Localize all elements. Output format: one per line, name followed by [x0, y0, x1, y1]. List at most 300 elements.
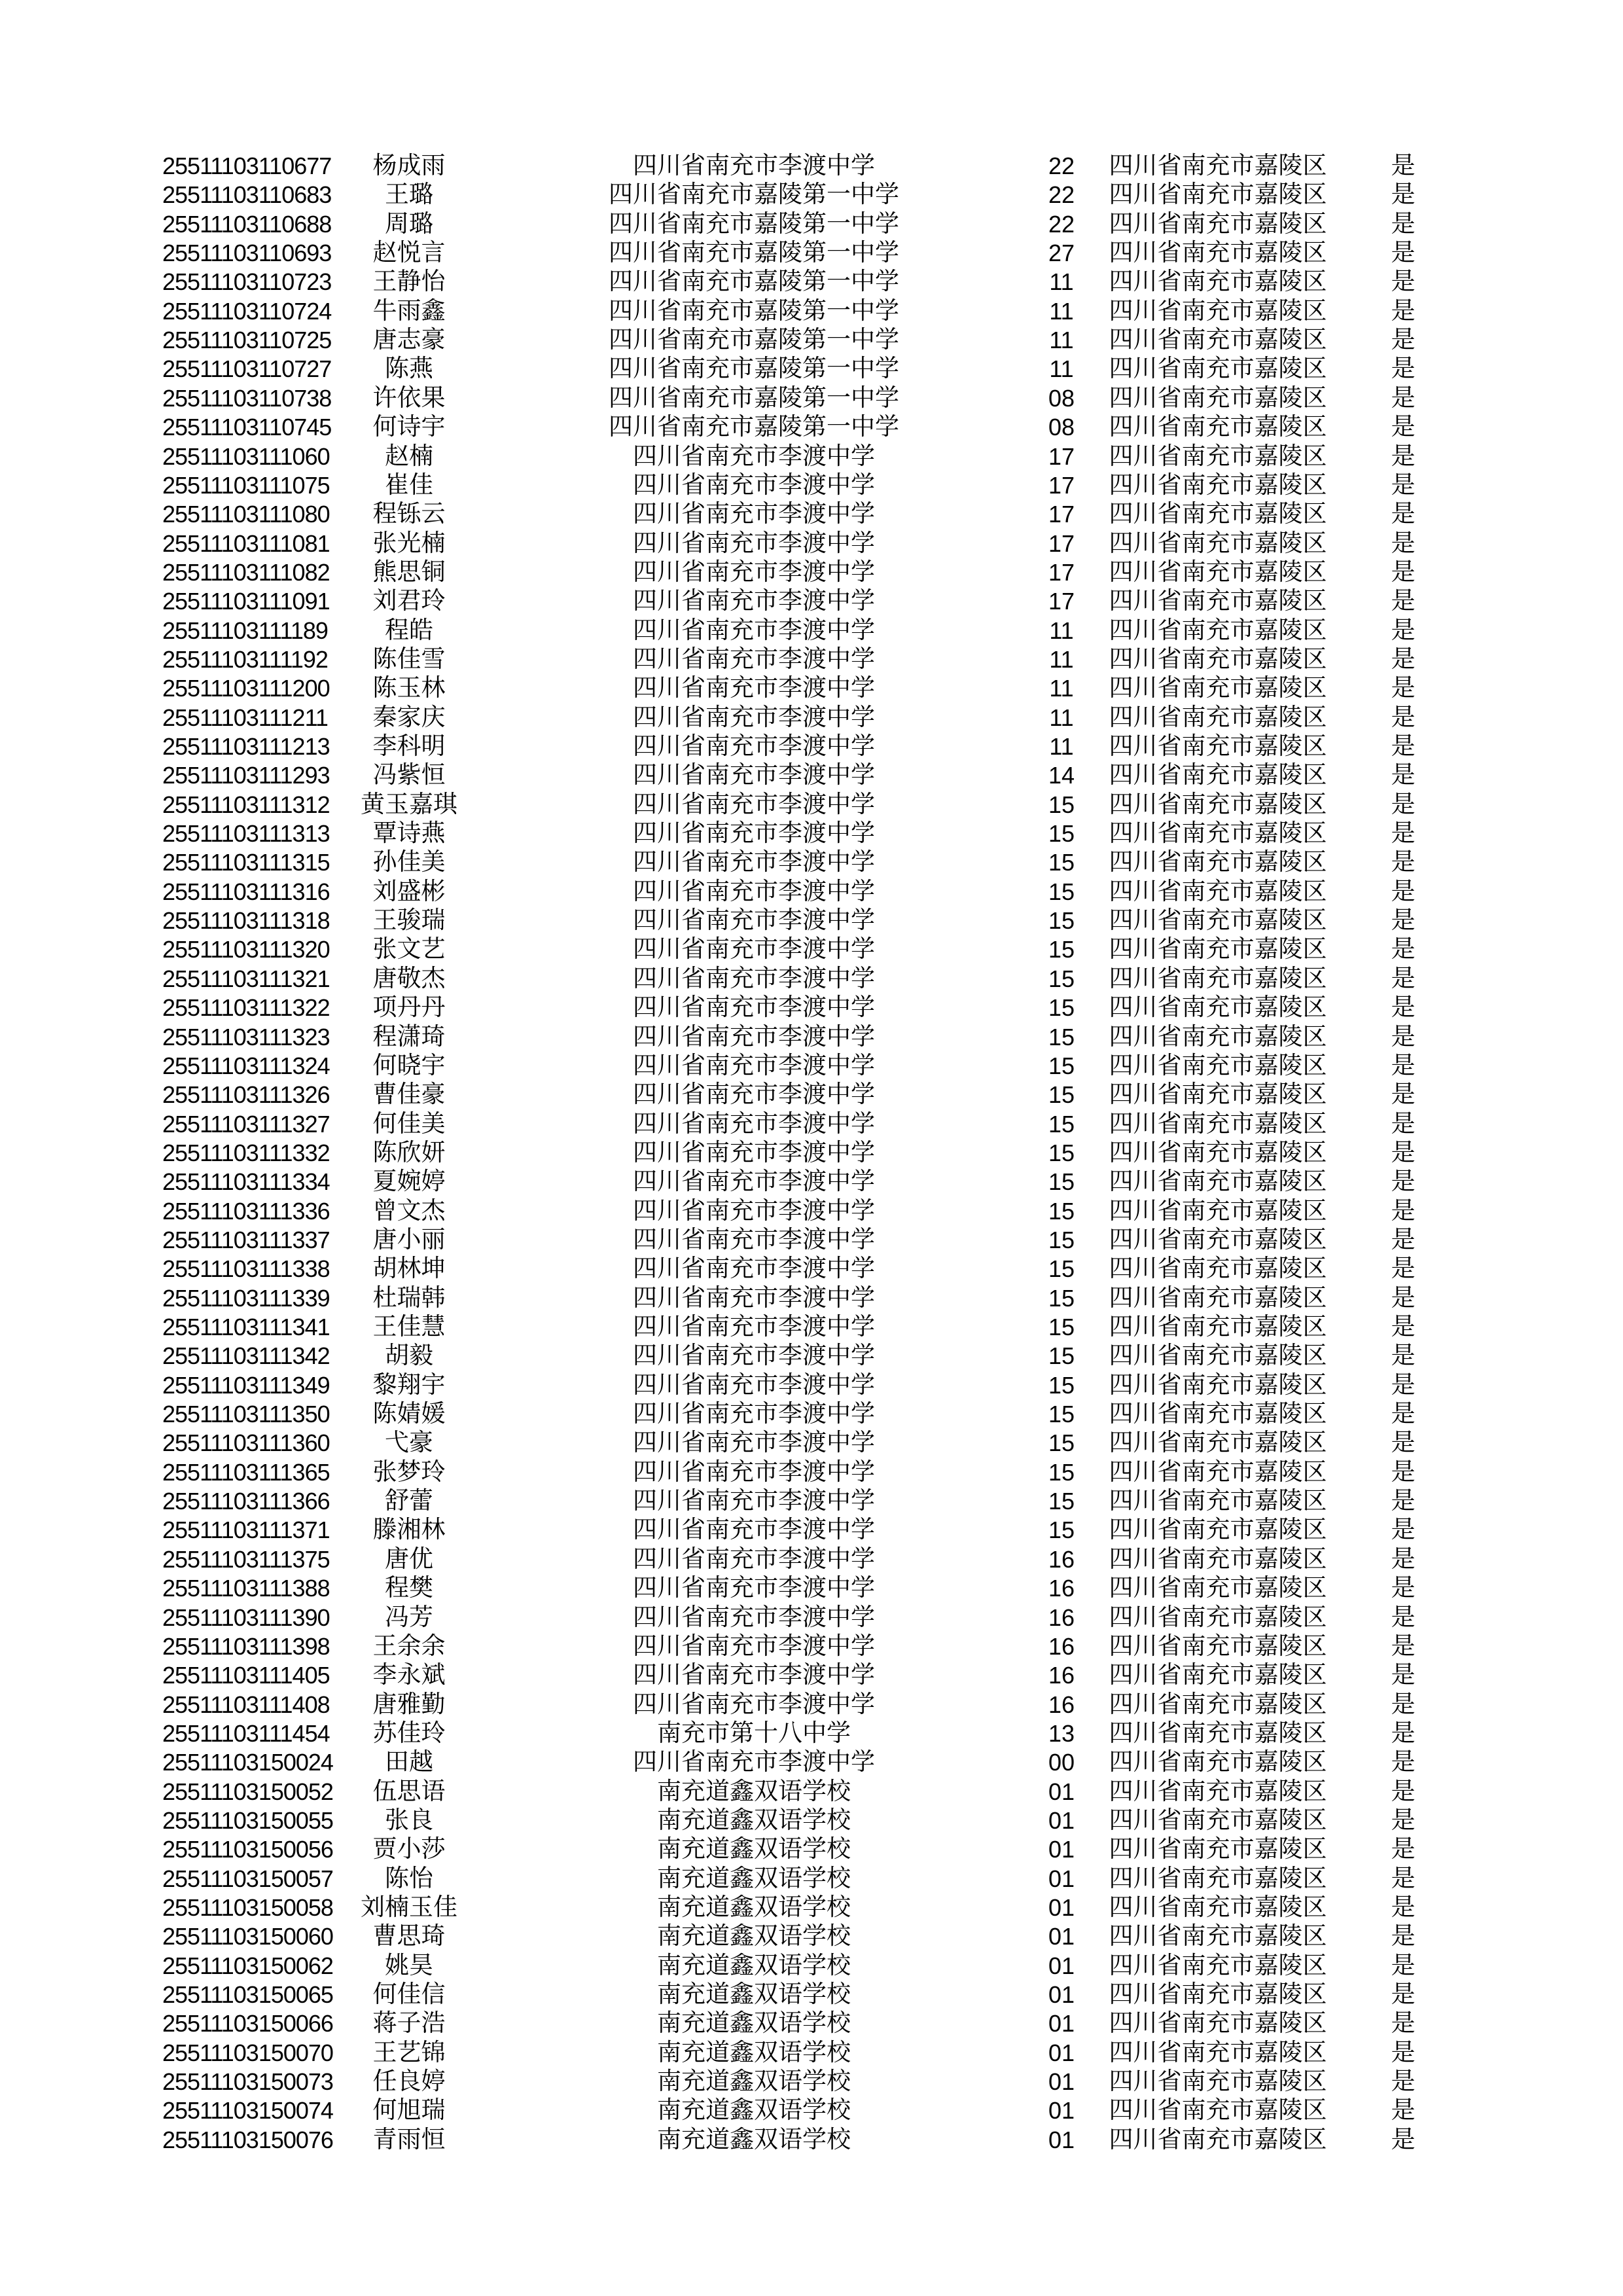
exam-id-cell: 25511103111323: [162, 1023, 330, 1050]
district-cell: 四川省南充市嘉陵区: [1109, 1981, 1327, 2009]
name-cell: 伍思语: [372, 1778, 446, 1805]
name-cell: 陈婧媛: [372, 1401, 446, 1428]
school-cell: 南充道鑫双语学校: [657, 2097, 851, 2125]
name-cell: 孙佳美: [372, 849, 446, 876]
exam-id-cell: 25511103111349: [162, 1371, 330, 1399]
name-cell: 王璐: [385, 181, 433, 209]
school-cell: 四川省南充市李渡中学: [633, 1226, 875, 1253]
exam-id-cell: 25511103111320: [162, 936, 330, 963]
confirmed-cell: 是: [1391, 501, 1416, 528]
exam-id-cell: 25511103150060: [162, 1923, 333, 1950]
table-row: [0, 935, 1623, 964]
exam-id-cell: 25511103111398: [162, 1632, 330, 1660]
class-no-cell: 15: [1048, 1052, 1075, 1079]
exam-id-cell: 25511103111337: [162, 1226, 330, 1253]
district-cell: 四川省南充市嘉陵区: [1109, 1575, 1327, 1602]
table-row: [0, 1312, 1623, 1342]
district-cell: 四川省南充市嘉陵区: [1109, 1168, 1327, 1196]
table-row: [0, 1486, 1623, 1516]
table-row: [0, 529, 1623, 558]
exam-id-cell: 25511103111405: [162, 1662, 330, 1689]
confirmed-cell: 是: [1391, 1806, 1416, 1834]
name-cell: 唐雅勤: [372, 1691, 446, 1718]
district-cell: 四川省南充市嘉陵区: [1109, 181, 1327, 209]
district-cell: 四川省南充市嘉陵区: [1109, 152, 1327, 179]
exam-id-cell: 25511103111390: [162, 1604, 330, 1631]
class-no-cell: 16: [1048, 1545, 1075, 1573]
exam-id-cell: 25511103110738: [162, 384, 332, 412]
name-cell: 胡毅: [385, 1342, 433, 1370]
school-cell: 四川省南充市李渡中学: [633, 1168, 875, 1196]
class-no-cell: 15: [1048, 1110, 1075, 1138]
school-cell: 四川省南充市李渡中学: [633, 1052, 875, 1079]
table-row: [0, 673, 1623, 703]
confirmed-cell: 是: [1391, 210, 1416, 238]
class-no-cell: 15: [1048, 965, 1075, 992]
district-cell: 四川省南充市嘉陵区: [1109, 558, 1327, 586]
confirmed-cell: 是: [1391, 558, 1416, 586]
class-no-cell: 01: [1048, 1894, 1075, 1921]
table-row: [0, 848, 1623, 877]
school-cell: 四川省南充市李渡中学: [633, 965, 875, 992]
table-row: [0, 1922, 1623, 1951]
school-cell: 南充道鑫双语学校: [657, 2068, 851, 2096]
confirmed-cell: 是: [1391, 442, 1416, 470]
class-no-cell: 01: [1048, 2126, 1075, 2153]
name-cell: 王骏瑞: [372, 907, 446, 935]
school-cell: 四川省南充市李渡中学: [633, 733, 875, 760]
school-cell: 四川省南充市李渡中学: [633, 1401, 875, 1428]
table-row: [0, 2038, 1623, 2068]
district-cell: 四川省南充市嘉陵区: [1109, 1923, 1327, 1950]
name-cell: 王静怡: [372, 268, 446, 296]
class-no-cell: 15: [1048, 1081, 1075, 1109]
name-cell: 李永斌: [372, 1662, 446, 1689]
district-cell: 四川省南充市嘉陵区: [1109, 1632, 1327, 1660]
table-row: [0, 732, 1623, 761]
exam-id-cell: 25511103150056: [162, 1836, 333, 1863]
district-cell: 四川省南充市嘉陵区: [1109, 1081, 1327, 1109]
district-cell: 四川省南充市嘉陵区: [1109, 2097, 1327, 2125]
table-row: [0, 180, 1623, 209]
exam-id-cell: 25511103111336: [162, 1197, 330, 1225]
exam-id-cell: 25511103111213: [162, 733, 330, 760]
table-row: [0, 1777, 1623, 1806]
confirmed-cell: 是: [1391, 1865, 1416, 1892]
school-cell: 四川省南充市嘉陵第一中学: [609, 297, 899, 325]
name-cell: 何旭瑞: [372, 2097, 446, 2125]
exam-id-cell: 25511103111366: [162, 1488, 330, 1515]
district-cell: 四川省南充市嘉陵区: [1109, 1836, 1327, 1863]
district-cell: 四川省南充市嘉陵区: [1109, 1139, 1327, 1166]
name-cell: 曾文杰: [372, 1197, 446, 1225]
class-no-cell: 15: [1048, 1458, 1075, 1486]
name-cell: 程潇琦: [372, 1023, 446, 1050]
school-cell: 四川省南充市李渡中学: [633, 1110, 875, 1138]
class-no-cell: 11: [1049, 268, 1074, 296]
class-no-cell: 17: [1048, 529, 1075, 557]
school-cell: 南充道鑫双语学校: [657, 1806, 851, 1834]
school-cell: 四川省南充市李渡中学: [633, 849, 875, 876]
name-cell: 青雨恒: [372, 2126, 446, 2153]
school-cell: 四川省南充市李渡中学: [633, 1632, 875, 1660]
table-row: [0, 1371, 1623, 1400]
confirmed-cell: 是: [1391, 1923, 1416, 1950]
district-cell: 四川省南充市嘉陵区: [1109, 442, 1327, 470]
exam-id-cell: 25511103111318: [162, 907, 330, 935]
school-cell: 四川省南充市李渡中学: [633, 1139, 875, 1166]
school-cell: 四川省南充市李渡中学: [633, 1575, 875, 1602]
district-cell: 四川省南充市嘉陵区: [1109, 1023, 1327, 1050]
confirmed-cell: 是: [1391, 414, 1416, 441]
exam-id-cell: 25511103111360: [162, 1429, 330, 1457]
name-cell: 苏佳玲: [372, 1719, 446, 1747]
district-cell: 四川省南充市嘉陵区: [1109, 1604, 1327, 1631]
name-cell: 王余余: [372, 1632, 446, 1660]
confirmed-cell: 是: [1391, 1081, 1416, 1109]
school-cell: 南充道鑫双语学校: [657, 2010, 851, 2037]
class-no-cell: 11: [1049, 617, 1074, 644]
exam-id-cell: 25511103110724: [162, 297, 332, 325]
exam-id-cell: 25511103111321: [162, 965, 330, 992]
table-row: [0, 296, 1623, 326]
table-row: [0, 906, 1623, 935]
district-cell: 四川省南充市嘉陵区: [1109, 1952, 1327, 1979]
table-row: [0, 151, 1623, 181]
table-row: [0, 586, 1623, 616]
confirmed-cell: 是: [1391, 1894, 1416, 1921]
exam-id-cell: 25511103150062: [162, 1952, 333, 1979]
name-cell: 杨成雨: [372, 152, 446, 179]
district-cell: 四川省南充市嘉陵区: [1109, 617, 1327, 644]
exam-id-cell: 25511103110683: [162, 181, 332, 209]
school-cell: 四川省南充市嘉陵第一中学: [609, 414, 899, 441]
class-no-cell: 17: [1048, 442, 1075, 470]
class-no-cell: 15: [1048, 878, 1075, 905]
district-cell: 四川省南充市嘉陵区: [1109, 936, 1327, 963]
exam-id-cell: 25511103150065: [162, 1981, 333, 2009]
table-row: [0, 1080, 1623, 1109]
exam-id-cell: 25511103111293: [162, 762, 330, 789]
table-row: [0, 1806, 1623, 1835]
table-row: [0, 209, 1623, 239]
class-no-cell: 15: [1048, 907, 1075, 935]
confirmed-cell: 是: [1391, 1458, 1416, 1486]
exam-id-cell: 25511103150055: [162, 1806, 333, 1834]
name-cell: 滕湘林: [372, 1516, 446, 1544]
table-row: [0, 2125, 1623, 2155]
exam-id-cell: 25511103111312: [162, 791, 330, 818]
exam-id-cell: 25511103111192: [162, 645, 328, 673]
confirmed-cell: 是: [1391, 1168, 1416, 1196]
exam-id-cell: 25511103111339: [162, 1284, 330, 1312]
school-cell: 四川省南充市李渡中学: [633, 1604, 875, 1631]
name-cell: 许依果: [372, 384, 446, 412]
confirmed-cell: 是: [1391, 1981, 1416, 2009]
confirmed-cell: 是: [1391, 1545, 1416, 1573]
exam-id-cell: 25511103110725: [162, 327, 332, 354]
class-no-cell: 15: [1048, 936, 1075, 963]
name-cell: 胡林坤: [372, 1255, 446, 1283]
class-no-cell: 11: [1049, 675, 1074, 702]
confirmed-cell: 是: [1391, 820, 1416, 848]
name-cell: 何佳美: [372, 1110, 446, 1138]
district-cell: 四川省南充市嘉陵区: [1109, 645, 1327, 673]
exam-id-cell: 25511103150052: [162, 1778, 333, 1805]
name-cell: 张文艺: [372, 936, 446, 963]
district-cell: 四川省南充市嘉陵区: [1109, 704, 1327, 731]
school-cell: 四川省南充市李渡中学: [633, 820, 875, 848]
school-cell: 四川省南充市嘉陵第一中学: [609, 384, 899, 412]
district-cell: 四川省南充市嘉陵区: [1109, 210, 1327, 238]
district-cell: 四川省南充市嘉陵区: [1109, 297, 1327, 325]
confirmed-cell: 是: [1391, 1575, 1416, 1602]
confirmed-cell: 是: [1391, 1691, 1416, 1718]
district-cell: 四川省南充市嘉陵区: [1109, 2126, 1327, 2153]
district-cell: 四川省南充市嘉陵区: [1109, 1255, 1327, 1283]
class-no-cell: 16: [1048, 1662, 1075, 1689]
school-cell: 四川省南充市李渡中学: [633, 762, 875, 789]
exam-id-cell: 25511103111315: [162, 849, 330, 876]
name-cell: 唐小丽: [372, 1226, 446, 1253]
class-no-cell: 16: [1048, 1575, 1075, 1602]
name-cell: 唐志豪: [372, 327, 446, 354]
name-cell: 唐优: [385, 1545, 433, 1573]
table-row: [0, 238, 1623, 268]
table-row: [0, 1951, 1623, 1981]
district-cell: 四川省南充市嘉陵区: [1109, 1894, 1327, 1921]
school-cell: 四川省南充市嘉陵第一中学: [609, 210, 899, 238]
confirmed-cell: 是: [1391, 588, 1416, 615]
class-no-cell: 11: [1049, 297, 1074, 325]
school-cell: 四川省南充市李渡中学: [633, 1545, 875, 1573]
table-row: [0, 267, 1623, 296]
class-no-cell: 01: [1048, 2039, 1075, 2066]
class-no-cell: 15: [1048, 1488, 1075, 1515]
confirmed-cell: 是: [1391, 1342, 1416, 1370]
district-cell: 四川省南充市嘉陵区: [1109, 1719, 1327, 1747]
school-cell: 四川省南充市嘉陵第一中学: [609, 327, 899, 354]
table-row: [0, 1835, 1623, 1864]
school-cell: 南充道鑫双语学校: [657, 1865, 851, 1892]
district-cell: 四川省南充市嘉陵区: [1109, 1401, 1327, 1428]
class-no-cell: 15: [1048, 1139, 1075, 1166]
table-row: [0, 993, 1623, 1022]
confirmed-cell: 是: [1391, 1255, 1416, 1283]
district-cell: 四川省南充市嘉陵区: [1109, 501, 1327, 528]
class-no-cell: 15: [1048, 1226, 1075, 1253]
confirmed-cell: 是: [1391, 1749, 1416, 1776]
school-cell: 四川省南充市李渡中学: [633, 1429, 875, 1457]
school-cell: 四川省南充市李渡中学: [633, 1342, 875, 1370]
name-cell: 田越: [385, 1749, 433, 1776]
confirmed-cell: 是: [1391, 1139, 1416, 1166]
school-cell: 四川省南充市李渡中学: [633, 1371, 875, 1399]
school-cell: 四川省南充市李渡中学: [633, 588, 875, 615]
name-cell: 牛雨鑫: [372, 297, 446, 325]
school-cell: 四川省南充市李渡中学: [633, 501, 875, 528]
school-cell: 四川省南充市李渡中学: [633, 1255, 875, 1283]
exam-id-cell: 25511103111342: [162, 1342, 330, 1370]
school-cell: 四川省南充市李渡中学: [633, 675, 875, 702]
exam-id-cell: 25511103111080: [162, 501, 330, 528]
class-no-cell: 01: [1048, 1952, 1075, 1979]
school-cell: 四川省南充市李渡中学: [633, 1749, 875, 1776]
exam-id-cell: 25511103111341: [162, 1314, 330, 1340]
name-cell: 蒋子浩: [372, 2010, 446, 2037]
district-cell: 四川省南充市嘉陵区: [1109, 878, 1327, 905]
name-cell: 赵悦言: [372, 240, 446, 267]
class-no-cell: 22: [1048, 181, 1075, 209]
school-cell: 四川省南充市李渡中学: [633, 152, 875, 179]
exam-id-cell: 25511103150076: [162, 2126, 333, 2153]
district-cell: 四川省南充市嘉陵区: [1109, 1284, 1327, 1312]
class-no-cell: 22: [1048, 210, 1075, 238]
school-cell: 四川省南充市嘉陵第一中学: [609, 355, 899, 383]
table-row: [0, 1719, 1623, 1748]
name-cell: 陈玉林: [372, 675, 446, 702]
confirmed-cell: 是: [1391, 2010, 1416, 2037]
district-cell: 四川省南充市嘉陵区: [1109, 1806, 1327, 1834]
school-cell: 四川省南充市李渡中学: [633, 442, 875, 470]
district-cell: 四川省南充市嘉陵区: [1109, 791, 1327, 818]
exam-id-cell: 25511103111189: [162, 617, 328, 644]
school-cell: 南充道鑫双语学校: [657, 2126, 851, 2153]
class-no-cell: 01: [1048, 1865, 1075, 1892]
confirmed-cell: 是: [1391, 1632, 1416, 1660]
name-cell: 赵楠: [385, 442, 433, 470]
district-cell: 四川省南充市嘉陵区: [1109, 588, 1327, 615]
name-cell: 周璐: [385, 210, 433, 238]
school-cell: 四川省南充市李渡中学: [633, 645, 875, 673]
class-no-cell: 01: [1048, 2097, 1075, 2125]
confirmed-cell: 是: [1391, 936, 1416, 963]
district-cell: 四川省南充市嘉陵区: [1109, 1226, 1327, 1253]
class-no-cell: 27: [1048, 240, 1075, 267]
class-no-cell: 15: [1048, 1197, 1075, 1225]
class-no-cell: 11: [1049, 327, 1074, 354]
table-row: [0, 558, 1623, 587]
class-no-cell: 08: [1048, 414, 1075, 441]
table-row: [0, 1632, 1623, 1661]
table-row: [0, 1138, 1623, 1168]
exam-id-cell: 25511103111313: [162, 820, 330, 848]
school-cell: 四川省南充市李渡中学: [633, 1023, 875, 1050]
district-cell: 四川省南充市嘉陵区: [1109, 384, 1327, 412]
district-cell: 四川省南充市嘉陵区: [1109, 1110, 1327, 1138]
school-cell: 四川省南充市李渡中学: [633, 1488, 875, 1515]
exam-id-cell: 25511103111371: [162, 1516, 330, 1544]
table-row: [0, 877, 1623, 906]
school-cell: 四川省南充市嘉陵第一中学: [609, 240, 899, 267]
confirmed-cell: 是: [1391, 268, 1416, 296]
district-cell: 四川省南充市嘉陵区: [1109, 414, 1327, 441]
name-cell: 任良婷: [372, 2068, 446, 2096]
school-cell: 四川省南充市李渡中学: [633, 617, 875, 644]
district-cell: 四川省南充市嘉陵区: [1109, 1865, 1327, 1892]
name-cell: 何诗宇: [372, 414, 446, 441]
confirmed-cell: 是: [1391, 1314, 1416, 1340]
name-cell: 覃诗燕: [372, 820, 446, 848]
school-cell: 四川省南充市李渡中学: [633, 1197, 875, 1225]
name-cell: 熊思铜: [372, 558, 446, 586]
exam-id-cell: 25511103150073: [162, 2068, 333, 2096]
name-cell: 张良: [385, 1806, 433, 1834]
district-cell: 四川省南充市嘉陵区: [1109, 1516, 1327, 1544]
class-no-cell: 15: [1048, 1168, 1075, 1196]
school-cell: 四川省南充市李渡中学: [633, 1284, 875, 1312]
district-cell: 四川省南充市嘉陵区: [1109, 1429, 1327, 1457]
table-row: [0, 1022, 1623, 1052]
confirmed-cell: 是: [1391, 2097, 1416, 2125]
table-row: [0, 1196, 1623, 1226]
district-cell: 四川省南充市嘉陵区: [1109, 327, 1327, 354]
district-cell: 四川省南充市嘉陵区: [1109, 1314, 1327, 1340]
exam-id-cell: 25511103150058: [162, 1894, 333, 1921]
school-cell: 四川省南充市李渡中学: [633, 1314, 875, 1340]
confirmed-cell: 是: [1391, 965, 1416, 992]
class-no-cell: 14: [1048, 762, 1075, 789]
exam-id-cell: 25511103110693: [162, 240, 332, 267]
confirmed-cell: 是: [1391, 181, 1416, 209]
class-no-cell: 11: [1049, 704, 1074, 731]
district-cell: 四川省南充市嘉陵区: [1109, 820, 1327, 848]
confirmed-cell: 是: [1391, 907, 1416, 935]
exam-id-cell: 25511103111350: [162, 1401, 330, 1428]
class-no-cell: 15: [1048, 1023, 1075, 1050]
district-cell: 四川省南充市嘉陵区: [1109, 1778, 1327, 1805]
table-row: [0, 1399, 1623, 1429]
exam-id-cell: 25511103150024: [162, 1749, 333, 1776]
name-cell: 黄玉嘉琪: [361, 791, 457, 818]
class-no-cell: 08: [1048, 384, 1075, 412]
school-cell: 四川省南充市李渡中学: [633, 936, 875, 963]
district-cell: 四川省南充市嘉陵区: [1109, 675, 1327, 702]
name-cell: 杜瑞韩: [372, 1284, 446, 1312]
class-no-cell: 13: [1048, 1719, 1075, 1747]
district-cell: 四川省南充市嘉陵区: [1109, 1545, 1327, 1573]
exam-id-cell: 25511103150057: [162, 1865, 333, 1892]
school-cell: 四川省南充市李渡中学: [633, 907, 875, 935]
name-cell: 陈燕: [385, 355, 433, 383]
class-no-cell: 15: [1048, 994, 1075, 1022]
class-no-cell: 17: [1048, 558, 1075, 586]
school-cell: 南充道鑫双语学校: [657, 1778, 851, 1805]
name-cell: 唐敬杰: [372, 965, 446, 992]
exam-id-cell: 25511103150074: [162, 2097, 333, 2125]
class-no-cell: 15: [1048, 1401, 1075, 1428]
class-no-cell: 16: [1048, 1604, 1075, 1631]
name-cell: 舒蕾: [385, 1488, 433, 1515]
confirmed-cell: 是: [1391, 1023, 1416, 1050]
confirmed-cell: 是: [1391, 240, 1416, 267]
class-no-cell: 11: [1049, 645, 1074, 673]
class-no-cell: 15: [1048, 849, 1075, 876]
table-row: [0, 354, 1623, 384]
school-cell: 南充道鑫双语学校: [657, 1952, 851, 1979]
district-cell: 四川省南充市嘉陵区: [1109, 240, 1327, 267]
confirmed-cell: 是: [1391, 617, 1416, 644]
confirmed-cell: 是: [1391, 327, 1416, 354]
district-cell: 四川省南充市嘉陵区: [1109, 1052, 1327, 1079]
school-cell: 四川省南充市李渡中学: [633, 471, 875, 499]
school-cell: 四川省南充市李渡中学: [633, 1662, 875, 1689]
table-row: [0, 1051, 1623, 1081]
school-cell: 四川省南充市嘉陵第一中学: [609, 268, 899, 296]
class-no-cell: 16: [1048, 1632, 1075, 1660]
confirmed-cell: 是: [1391, 1778, 1416, 1805]
name-cell: 程皓: [385, 617, 433, 644]
